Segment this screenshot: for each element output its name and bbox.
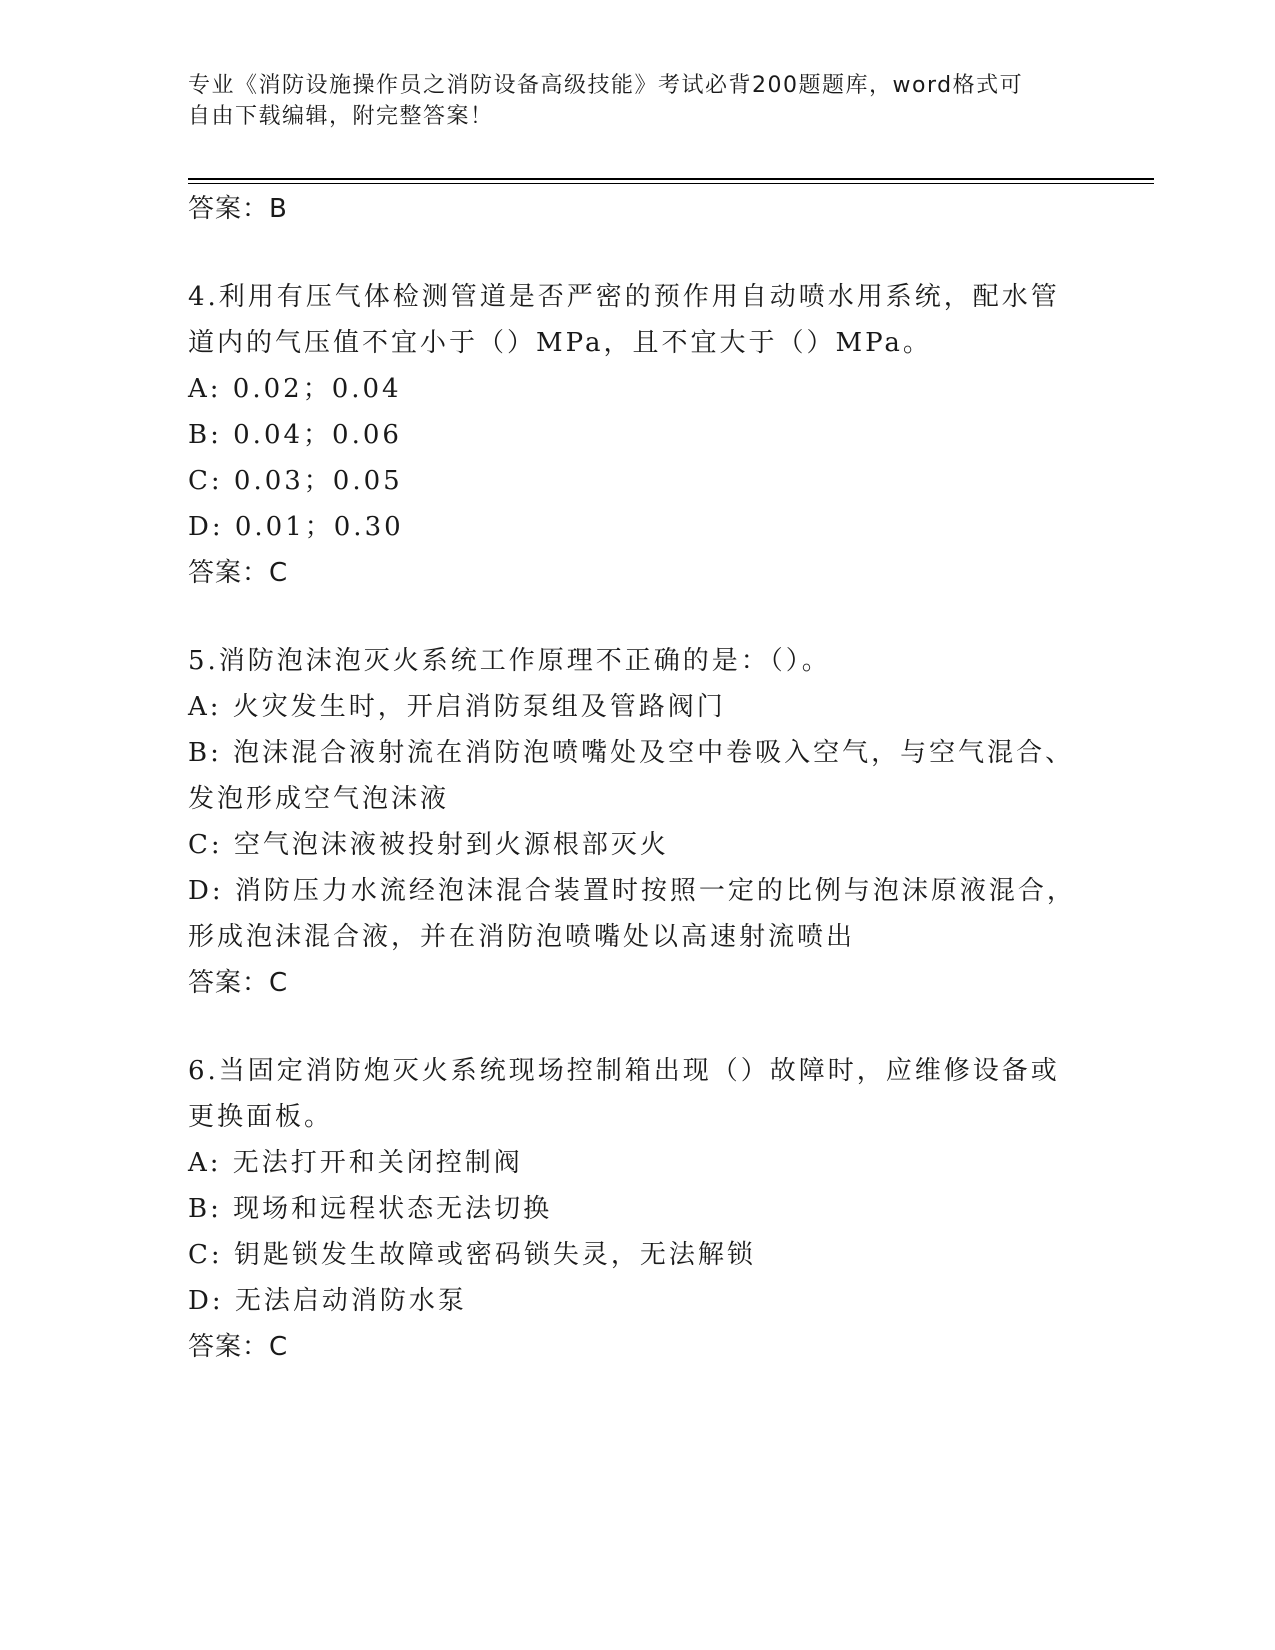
question-5 <box>188 638 1076 1006</box>
document-body <box>188 186 1076 1370</box>
option-b: B: 现场和远程状态无法切换 <box>188 1194 553 1224</box>
question-stem-cont: 道内的气压值不宜小于（）MPa，且不宜大于（）MPa。 <box>188 328 932 358</box>
header-rule-thick <box>188 178 1154 180</box>
question-4 <box>188 274 1068 596</box>
option-d: D: 0.01；0.30 <box>188 512 404 542</box>
header-line-1: 专业《消防设施操作员之消防设备高级技能》考试必背200题题库，word格式可 <box>188 73 1024 98</box>
option-a: A: 无法打开和关闭控制阀 <box>188 1148 523 1178</box>
option-b: B: 泡沫混合液射流在消防泡喷嘴处及空中卷吸入空气，与空气混合、 <box>188 738 1075 768</box>
question-stem: 4.利用有压气体检测管道是否严密的预作用自动喷水用系统，配水管 <box>188 282 1060 312</box>
option-c: C: 空气泡沫液被投射到火源根部灭火 <box>188 830 669 860</box>
option-d-cont: 形成泡沫混合液，并在消防泡喷嘴处以高速射流喷出 <box>188 922 856 952</box>
question-stem-cont: 更换面板。 <box>188 1102 334 1132</box>
option-d: D: 无法启动消防水泵 <box>188 1286 467 1316</box>
question-stem: 5.消防泡沫泡灭火系统工作原理不正确的是：（）。 <box>188 646 831 676</box>
question-6 <box>188 1048 1068 1370</box>
answer-prev: 答案：B <box>188 194 288 224</box>
option-b: B: 0.04；0.06 <box>188 420 402 450</box>
answer: 答案：C <box>188 558 289 588</box>
header-rule-thin <box>188 183 1154 184</box>
option-a: A: 火灾发生时，开启消防泵组及管路阀门 <box>188 692 726 722</box>
option-a: A: 0.02；0.04 <box>188 374 402 404</box>
question-stem: 6.当固定消防炮灭火系统现场控制箱出现（）故障时，应维修设备或 <box>188 1056 1060 1086</box>
answer: 答案：C <box>188 1332 289 1362</box>
document-header <box>188 70 1068 132</box>
option-b-cont: 发泡形成空气泡沫液 <box>188 784 450 814</box>
option-d: D: 消防压力水流经泡沫混合装置时按照一定的比例与泡沫原液混合， <box>188 876 1076 906</box>
option-c: C: 0.03；0.05 <box>188 466 403 496</box>
header-line-2: 自由下载编辑，附完整答案！ <box>188 104 494 129</box>
option-c: C: 钥匙锁发生故障或密码锁失灵，无法解锁 <box>188 1240 756 1270</box>
answer: 答案：C <box>188 968 289 998</box>
